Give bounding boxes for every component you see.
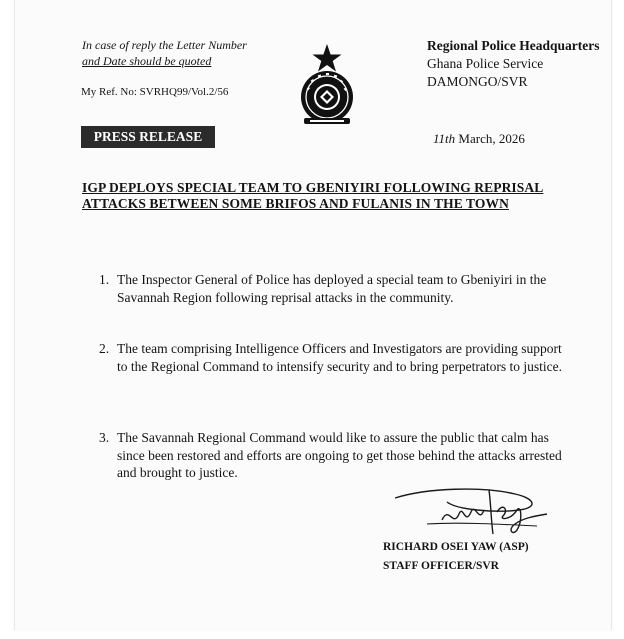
paragraph-item: [99, 429, 569, 482]
paragraph-item: [99, 340, 569, 375]
paragraph-number: 1.: [99, 272, 110, 287]
release-date-day: 11th: [433, 131, 456, 146]
headquarters-title: Regional Police Headquarters: [427, 38, 600, 53]
ghana-police-emblem-icon: [298, 42, 356, 128]
signatory: [383, 538, 529, 576]
headline: IGP DEPLOYS SPECIAL TEAM TO GBENIYIRI FOLLOWING REPRISAL ATTACKS BETWEEN SOME BRIFOS AND FULANIS IN THE TOWN: [82, 180, 544, 211]
release-date-rest: March, 2026: [455, 131, 525, 146]
paragraph-item: [99, 271, 569, 306]
paragraph-text: The team comprising Intelligence Officers and Investigators are providing support to the Regional Command to intensify security and to bring perpetrators to justice.: [117, 341, 563, 374]
letter-page: [14, 0, 612, 630]
signatory-name: RICHARD OSEI YAW (ASP): [383, 541, 529, 553]
paragraph-number: 2.: [99, 341, 110, 356]
handwritten-signature-icon: [387, 480, 567, 540]
reply-notice: [82, 37, 247, 69]
reply-notice-line-2: and Date should be quoted: [82, 54, 212, 68]
signatory-title: STAFF OFFICER/SVR: [383, 560, 499, 572]
press-release-label: PRESS RELEASE: [81, 126, 215, 148]
release-date: [433, 131, 525, 147]
headquarters-address: [427, 37, 599, 91]
paragraph-text: The Inspector General of Police has deployed a special team to Gbeniyiri in the Savannah Region following reprisal attacks in the community.: [117, 272, 547, 305]
paragraph-text: The Savannah Regional Command would like to assure the public that calm has since been restored and efforts are ongoing to get those behind the attacks arrested and brought to justice.: [117, 430, 562, 480]
reply-notice-line-1: In case of reply the Letter Number: [82, 38, 247, 52]
reference-number: My Ref. No: SVRHQ99/Vol.2/56: [81, 86, 229, 98]
paragraph-number: 3.: [99, 430, 110, 445]
headquarters-location: DAMONGO/SVR: [427, 74, 528, 89]
headquarters-service: Ghana Police Service: [427, 56, 544, 71]
